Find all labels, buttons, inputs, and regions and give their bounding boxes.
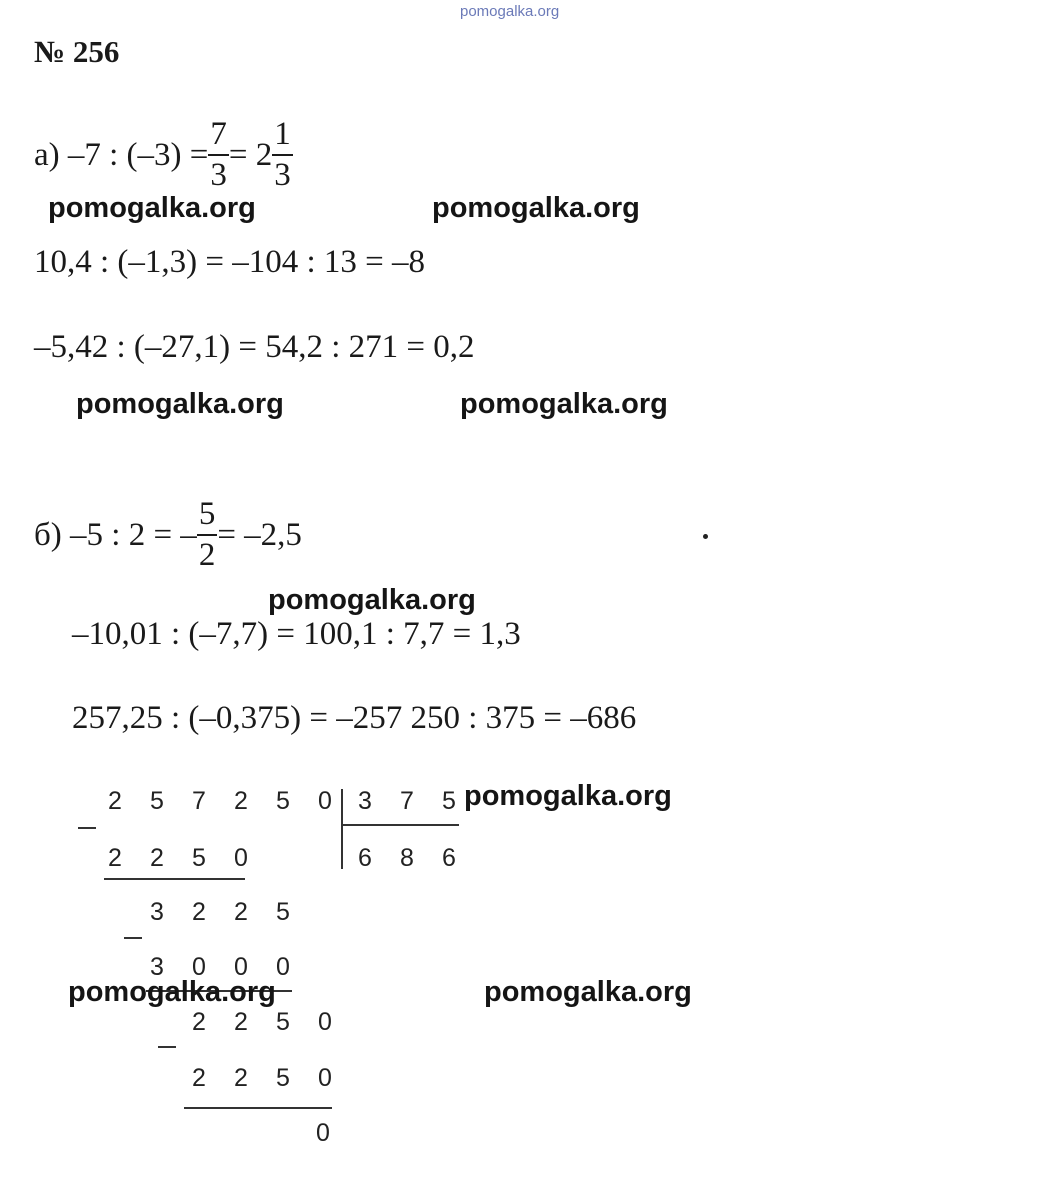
fraction-denominator: 2 xyxy=(198,537,216,573)
part-b-line-3: 257,25 : (–0,375) = –257 250 : 375 = –686 xyxy=(72,700,637,736)
subtraction-line xyxy=(104,878,245,880)
watermark: pomogalka.org xyxy=(484,976,692,1008)
quotient-digit: 6 xyxy=(358,844,372,872)
watermark: pomogalka.org xyxy=(464,780,672,812)
divisor-digit: 5 xyxy=(442,787,456,815)
fraction-bar xyxy=(272,154,293,156)
watermark-top: pomogalka.org xyxy=(460,3,560,20)
watermark: pomogalka.org xyxy=(48,192,256,224)
dividend-digit: 2 xyxy=(108,787,122,815)
step3-sub-digit: 5 xyxy=(276,1064,290,1092)
part-a-line-1-prefix: а) –7 : (–3) = xyxy=(34,136,209,173)
dividend-digit: 7 xyxy=(192,787,206,815)
problem-number: № 256 xyxy=(34,34,120,69)
step2-sub-digit: 0 xyxy=(276,953,290,981)
fraction-5-2 xyxy=(197,498,218,572)
watermark: pomogalka.org xyxy=(68,976,276,1008)
part-a-line-1-mid: = 2 xyxy=(228,136,273,173)
watermark: pomogalka.org xyxy=(268,584,476,616)
dividend-digit: 2 xyxy=(234,787,248,815)
step3-sub-digit: 2 xyxy=(192,1064,206,1092)
stray-dot xyxy=(703,534,708,539)
dividend-digit: 0 xyxy=(318,787,332,815)
minus-sign xyxy=(158,1046,176,1048)
step3-rem-digit: 0 xyxy=(318,1008,332,1036)
part-a-line-2: 10,4 : (–1,3) = –104 : 13 = –8 xyxy=(34,244,426,280)
step1-sub-digit: 0 xyxy=(234,844,248,872)
step2-rem-digit: 5 xyxy=(276,898,290,926)
subtraction-line xyxy=(184,1107,332,1109)
step3-rem-digit: 2 xyxy=(192,1008,206,1036)
fraction-7-3 xyxy=(208,118,229,192)
divisor-digit: 3 xyxy=(358,787,372,815)
watermark: pomogalka.org xyxy=(460,388,668,420)
step3-rem-digit: 5 xyxy=(276,1008,290,1036)
fraction-numerator: 1 xyxy=(274,116,291,152)
step1-sub-digit: 2 xyxy=(108,844,122,872)
division-divisor-underline xyxy=(341,824,459,826)
step2-rem-digit: 2 xyxy=(234,898,248,926)
step2-rem-digit: 2 xyxy=(192,898,206,926)
quotient-digit: 6 xyxy=(442,844,456,872)
quotient-digit: 8 xyxy=(400,844,414,872)
fraction-denominator: 3 xyxy=(274,157,291,193)
step2-sub-digit: 0 xyxy=(234,953,248,981)
divisor-digit: 7 xyxy=(400,787,414,815)
step3-sub-digit: 2 xyxy=(234,1064,248,1092)
division-vertical-line xyxy=(341,789,343,869)
step3-sub-digit: 0 xyxy=(318,1064,332,1092)
step2-sub-digit: 3 xyxy=(150,953,164,981)
minus-sign xyxy=(124,937,142,939)
fraction-bar xyxy=(208,154,229,156)
fraction-denominator: 3 xyxy=(210,157,227,193)
step3-rem-digit: 2 xyxy=(234,1008,248,1036)
part-a-line-3: –5,42 : (–27,1) = 54,2 : 271 = 0,2 xyxy=(34,329,475,365)
dividend-digit: 5 xyxy=(150,787,164,815)
step2-sub-digit: 0 xyxy=(192,953,206,981)
step1-sub-digit: 5 xyxy=(192,844,206,872)
fraction-numerator: 5 xyxy=(198,496,216,532)
dividend-digit: 5 xyxy=(276,787,290,815)
part-b-line-2: –10,01 : (–7,7) = 100,1 : 7,7 = 1,3 xyxy=(72,616,521,652)
watermark: pomogalka.org xyxy=(432,192,640,224)
fraction-1-3 xyxy=(272,118,293,192)
fraction-numerator: 7 xyxy=(210,116,227,152)
part-b-line-1-prefix: б) –5 : 2 = – xyxy=(34,516,197,553)
step2-rem-digit: 3 xyxy=(150,898,164,926)
fraction-bar xyxy=(197,534,218,536)
part-a-line-1 xyxy=(34,118,293,192)
watermark: pomogalka.org xyxy=(76,388,284,420)
remainder-result: 0 xyxy=(316,1119,330,1147)
step1-sub-digit: 2 xyxy=(150,844,164,872)
part-b-line-1-suffix: = –2,5 xyxy=(217,516,302,553)
minus-sign xyxy=(78,827,96,829)
part-b-line-1 xyxy=(34,498,302,572)
